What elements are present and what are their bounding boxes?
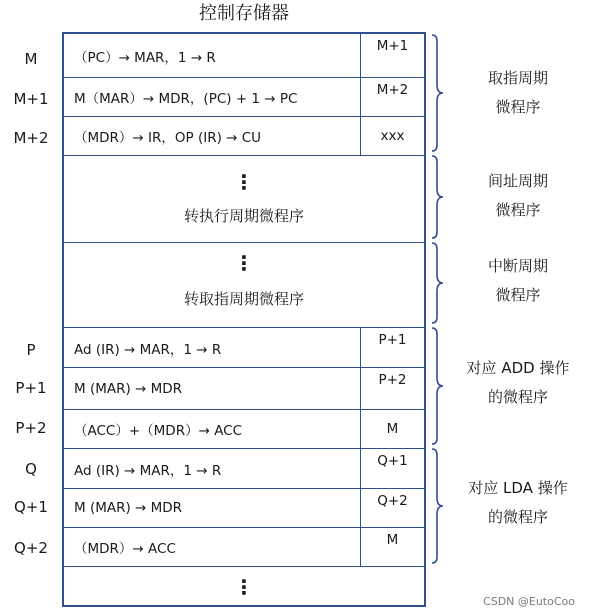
address-label: P+2: [15, 419, 47, 437]
table-row: [64, 527, 424, 566]
address-label: P+1: [15, 379, 47, 397]
table-row: [64, 409, 424, 448]
ellipsis-vertical: ⋮: [234, 170, 254, 194]
group-label-line: 取指周期: [487, 69, 548, 87]
group-label-line: 的微程序: [487, 388, 548, 406]
next-address-cell: Q+1: [360, 449, 424, 488]
next-address-cell: xxx: [360, 117, 424, 155]
group-label-line: 间址周期: [487, 172, 548, 190]
group-label: [448, 64, 588, 122]
group-label-line: 微程序: [495, 286, 541, 304]
next-address-cell: P+2: [360, 368, 424, 409]
fetch-group-brace: [430, 33, 446, 153]
micro-op-cell: （MDR）→ ACC: [74, 541, 176, 557]
address-label: M: [24, 50, 38, 68]
table-row: [64, 448, 424, 488]
indirect-cycle-block: [64, 155, 424, 242]
indirect-group-brace: [430, 154, 446, 240]
table-row: [64, 367, 424, 409]
address-label: Q: [25, 460, 37, 478]
micro-op-cell: （ACC）+（MDR）→ ACC: [74, 423, 243, 439]
group-label-line: 中断周期: [487, 257, 548, 275]
control-memory-title: 控制存储器: [199, 3, 289, 24]
group-label-line: 微程序: [495, 98, 541, 116]
table-row: [64, 327, 424, 367]
trailing-block: [64, 566, 424, 607]
control-memory-table: [62, 32, 426, 607]
block-label: 转执行周期微程序: [183, 207, 304, 225]
group-label: [448, 354, 588, 412]
group-label-line: 对应 LDA 操作: [468, 479, 568, 497]
micro-op-cell: Ad (IR) → MAR，1 → R: [74, 462, 222, 479]
next-address-cell: M+2: [360, 78, 424, 116]
address-label: Q+1: [14, 498, 48, 516]
table-row: [64, 116, 424, 155]
micro-op-cell: （PC）→ MAR，1 → R: [74, 49, 216, 66]
interrupt-cycle-block: [64, 242, 424, 327]
table-row: [64, 488, 424, 527]
group-label-line: 微程序: [495, 201, 541, 219]
lda-group-brace: [430, 447, 446, 565]
group-label: [448, 474, 588, 532]
micro-op-cell: （MDR）→ IR，OP (IR) → CU: [74, 130, 262, 146]
group-label: [448, 252, 588, 310]
next-address-cell: P+1: [360, 328, 424, 367]
micro-op-cell: M (MAR) → MDR: [74, 500, 183, 516]
next-address-cell: M+1: [360, 34, 424, 77]
table-row: [64, 34, 424, 77]
interrupt-group-brace: [430, 241, 446, 325]
block-label: 转取指周期微程序: [183, 290, 304, 308]
ellipsis-vertical: ⋮: [234, 575, 254, 599]
micro-op-cell: Ad (IR) → MAR，1 → R: [74, 341, 222, 358]
add-group-brace: [430, 326, 446, 446]
address-label: Q+2: [14, 539, 48, 557]
group-label-line: 的微程序: [487, 508, 548, 526]
micro-op-cell: M (MAR) → MDR: [74, 380, 183, 397]
group-label-line: 对应 ADD 操作: [466, 359, 570, 377]
watermark: CSDN @EutoCoo: [483, 595, 575, 608]
address-label: M+2: [13, 129, 49, 147]
next-address-cell: Q+2: [360, 489, 424, 527]
table-row: [64, 77, 424, 116]
address-label: M+1: [13, 90, 49, 108]
group-label: [448, 167, 588, 225]
micro-op-cell: M（MAR）→ MDR，(PC) + 1 → PC: [74, 91, 298, 107]
next-address-cell: M: [360, 528, 424, 566]
ellipsis-vertical: ⋮: [234, 251, 254, 275]
address-label: P: [26, 341, 36, 359]
next-address-cell: M: [360, 410, 424, 448]
